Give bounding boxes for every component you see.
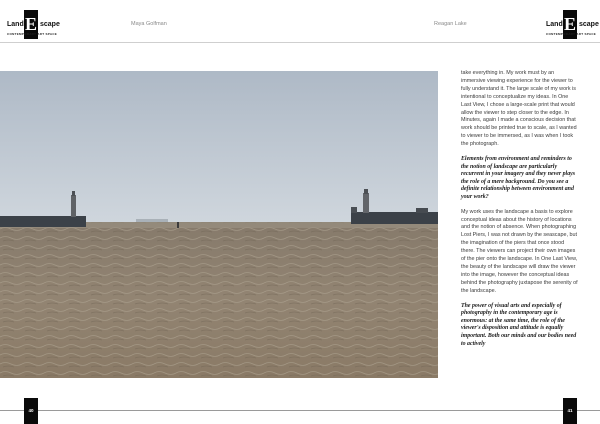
logo-tagline: CONTEMPORARY ART SPACE: [546, 32, 597, 36]
page-number-left: 40: [24, 398, 38, 424]
page-number-right: 41: [563, 398, 577, 424]
interview-question: The power of visual arts and especially of photography in the contemporary age is enormous: at the same time, the role of the viewer's disposition and attitude is equally important. Both our minds and our bodies need to actively: [461, 302, 577, 347]
article-paragraph: take everything in. My work must by an immersive viewing experience for the viewer to fully understand it. The large scale of my work is intentional to conceptualize my ideas. In One Last View, I chose a large-scale print that would allow the viewer to step closer to the edge. In Minutes, again I made a conscious decision that work should be printed true to scale, as I wanted to viewer to be immersed, as I was when I took the photograph.: [461, 70, 577, 148]
logo-word-land: Land: [546, 21, 563, 28]
footer-divider: [0, 410, 600, 411]
header-divider: [0, 42, 600, 43]
seascape-photo-graphic: [0, 71, 438, 378]
logo-word-scape: scape: [579, 21, 599, 28]
seascape-photo: [0, 71, 438, 378]
logo-word-land: Land: [7, 21, 24, 28]
header-author-left: Maya Golfman: [131, 21, 167, 27]
interview-question: Elements from environment and reminders to the notion of landscape are particularly recurrent in your imagery and they never plays the role of a mere background. Do you see a definite relationship between environment and your work?: [461, 156, 576, 201]
article-column: [461, 70, 579, 355]
article-paragraph: My work uses the landscape a basis to explore conceptual ideas about the history of locations and the notion of absence. When photographing Lost Piers, I was not drawn by the seascape, but the imagination of the piers that once stood there. The viewers can project their own images of the pier onto the landscape. In One Last View, the beauty of the landscape will draw the viewer into the image, however the conceptual ideas behind the photography juxtapose the serenity of the landscape.: [461, 208, 578, 294]
logo-word-scape: scape: [40, 21, 60, 28]
logo-letter-box: E: [563, 10, 577, 39]
logo-tagline: CONTEMPORARY ART SPACE: [7, 32, 58, 36]
header-author-right: Reagan Lake: [434, 21, 467, 27]
logo-letter-box: E: [24, 10, 38, 39]
